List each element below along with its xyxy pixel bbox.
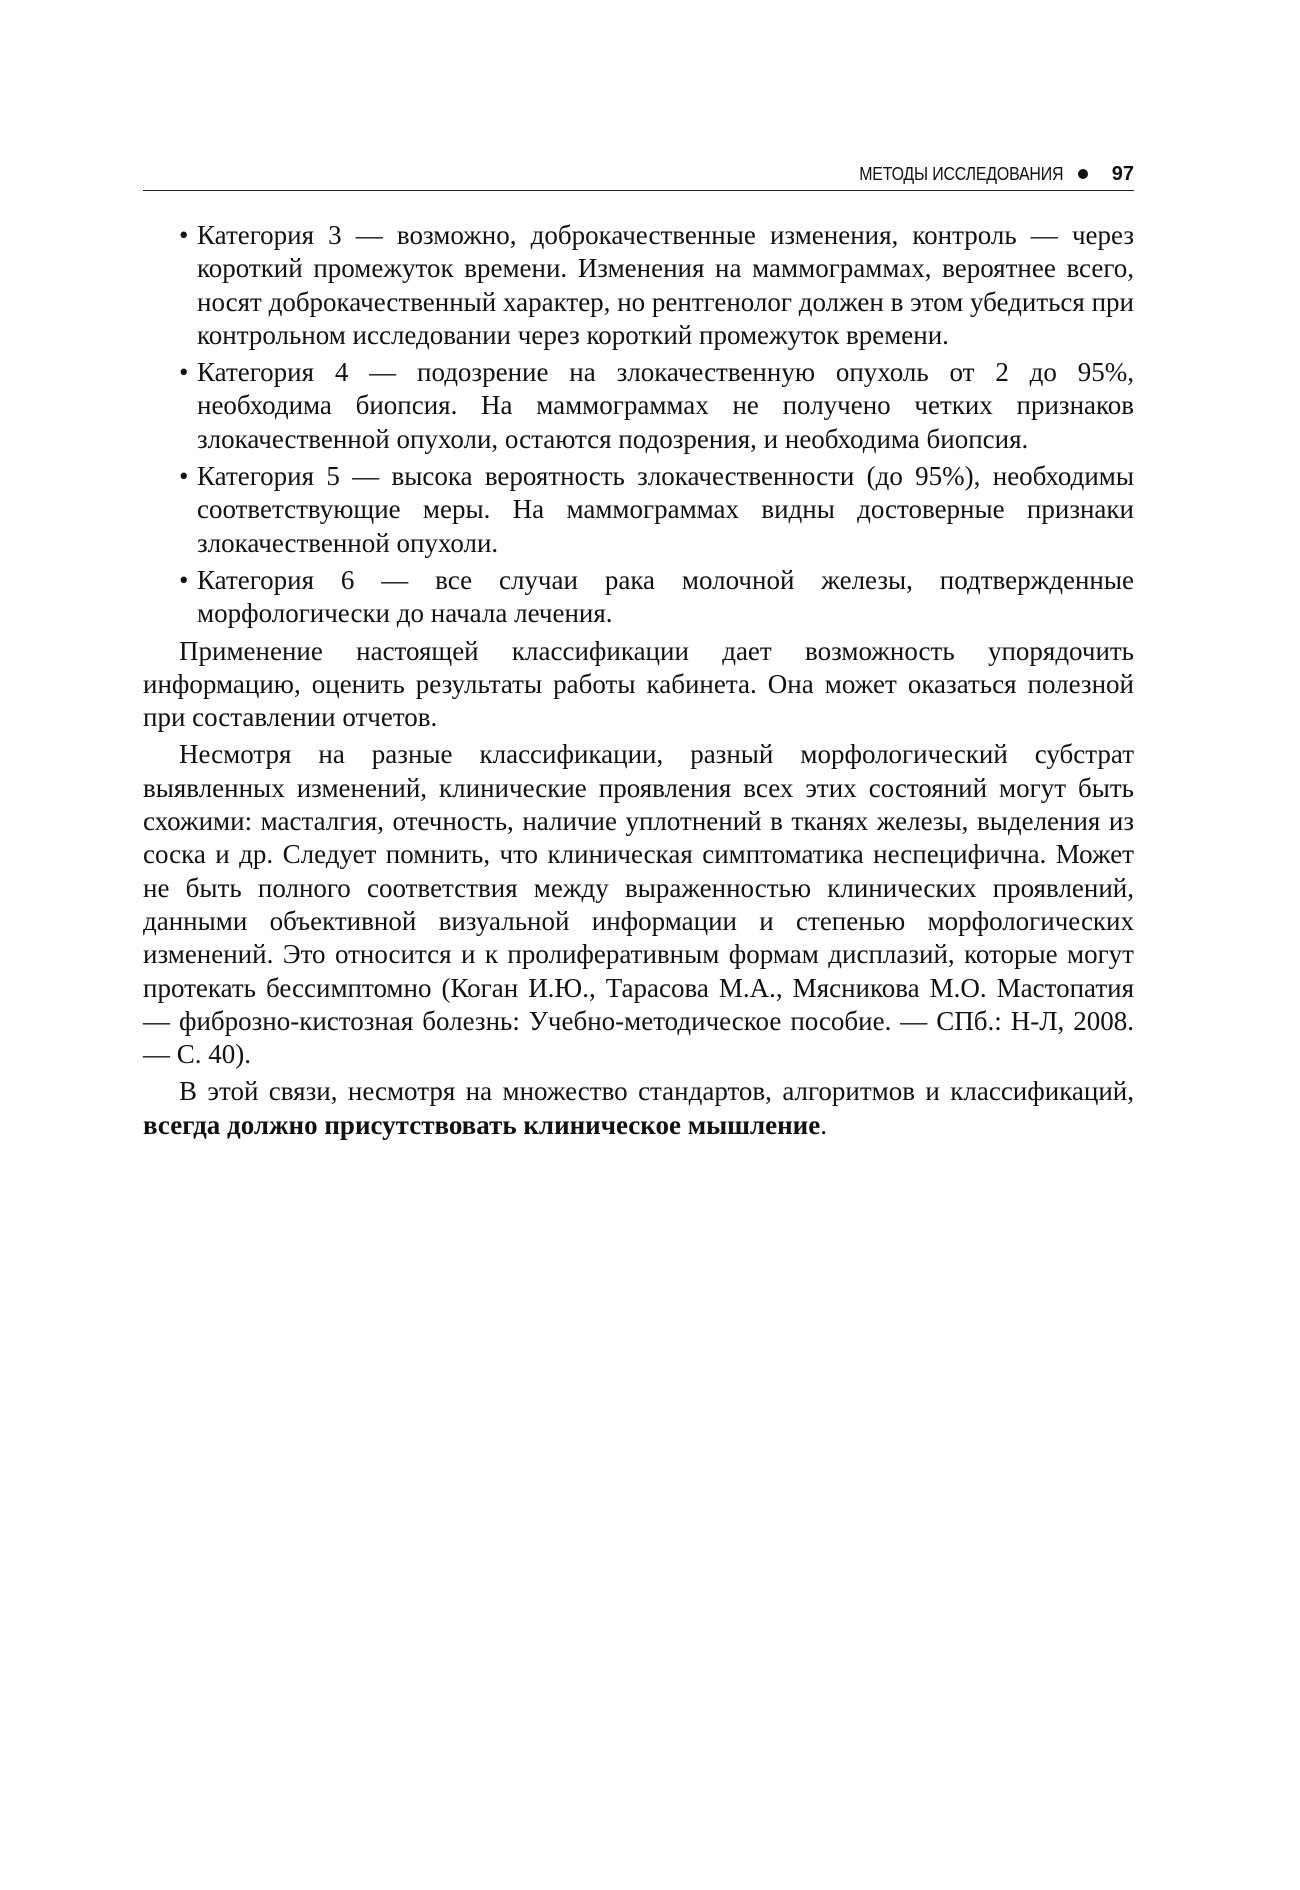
conclusion-period: . [820, 1109, 827, 1140]
paragraph-clinical-thinking [143, 1075, 1134, 1142]
paragraph-classification-use: Применение настоящей классификации дает возможность упорядочить информацию, оценить результаты работы кабинета. Она может оказаться полезной при составлении отчетов. [143, 635, 1134, 733]
category-5-text: Категория 5 — высока вероятность злокачественности (до 95%), необходимы соответствующие меры. На маммограммах видны достоверные признаки злокачественной опухоли. [197, 461, 1134, 558]
bullet-icon: • [179, 564, 189, 595]
section-title: МЕТОДЫ ИССЛЕДОВАНИЯ [859, 163, 1064, 184]
running-head [143, 158, 1134, 191]
clinical-thinking-emphasis: всегда должно присутствовать клиническое мышление [143, 1109, 821, 1140]
list-item [143, 356, 1134, 456]
list-item [143, 460, 1134, 560]
bullet-icon: • [179, 357, 189, 388]
category-list [143, 219, 1134, 631]
bullet-icon: • [179, 220, 189, 250]
bullet-icon: • [179, 461, 189, 492]
category-3-text: Категория 3 — возможно, доброкачественные изменения, контроль — через короткий промежуток времени. Изменения на маммограммах, вероятнее всего, носят доброкачественный характер, но рентгенолог должен в этом убедиться при контрольном исследовании через короткий промежуток времени. [197, 220, 1134, 350]
conclusion-lead-text: В этой связи, несмотря на множество стандартов, алгоритмов и классификаций, [179, 1076, 1134, 1107]
category-6-text: Категория 6 — все случаи рака молочной железы, подтвержденные морфологически до начала лечения. [197, 564, 1134, 629]
list-item [143, 219, 1134, 352]
list-item [143, 564, 1134, 631]
paragraph-clinical-manifestations: Несмотря на разные классификации, разный морфологический субстрат выявленных изменений, клинические проявления всех этих состояний могут быть схожими: масталгия, отечность, наличие уплотнений в тканях железы, выделения из соска и др. Следует помнить, что клиническая симптоматика неспецифична. Может не быть полного соответствия между выраженностью клинических проявлений, данными объективной визуальной информации и степенью морфологических изменений. Это относится и к пролиферативным формам дисплазий, которые могут протекать бессимптомно (Коган И.Ю., Тарасова М.А., Мясникова М.О. Мастопатия — фиброзно-кистозная болезнь: Учебно-методическое пособие. — СПб.: Н-Л, 2008. — С. 40). [143, 739, 1134, 1070]
page-number: 97 [1111, 162, 1134, 185]
category-4-text: Категория 4 — подозрение на злокачественную опухоль от 2 до 95%, необходима биопсия. На маммограммах не получено четких признаков злокачественной опухоли, остаются подозрения, и необходима биопсия. [197, 357, 1134, 454]
page-body [143, 219, 1134, 1146]
header-bullet-icon [1078, 169, 1088, 179]
